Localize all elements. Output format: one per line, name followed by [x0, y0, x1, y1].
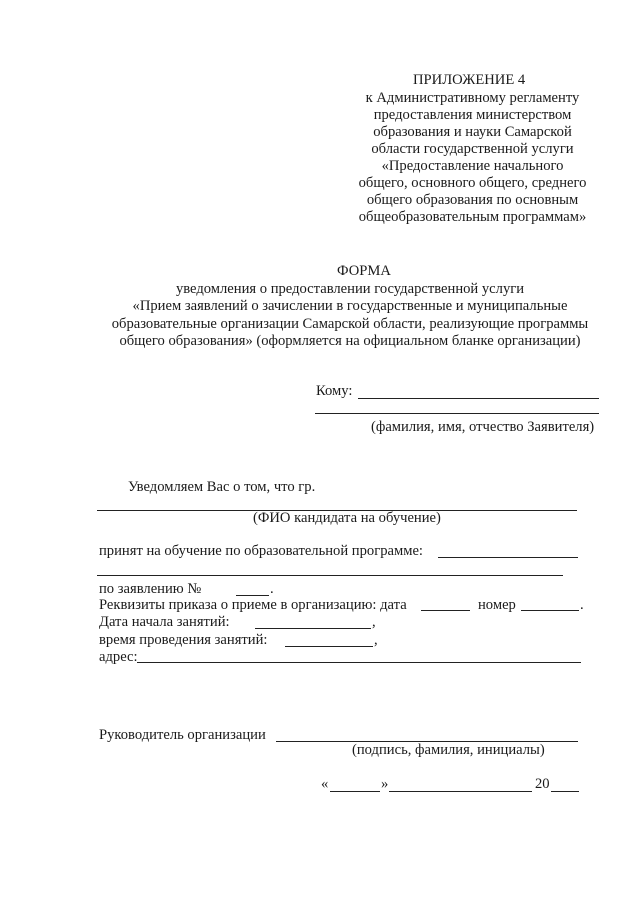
appendix-line: предоставления министерством	[373, 107, 572, 123]
accepted-label: принят на обучение по образовательной программе:	[99, 543, 423, 559]
application-no-label: по заявлению №	[99, 581, 202, 597]
order-suffix: .	[580, 597, 584, 613]
date-year-prefix: 20	[535, 776, 550, 792]
recipient-field-line-1[interactable]	[358, 398, 599, 399]
appendix-line: общего, основного общего, среднего	[358, 175, 587, 191]
class-time-label: время проведения занятий:	[99, 632, 268, 648]
candidate-caption: (ФИО кандидата на обучение)	[253, 510, 441, 526]
order-date-field[interactable]	[421, 610, 470, 611]
class-time-suffix: ,	[374, 632, 378, 648]
address-field[interactable]	[137, 662, 581, 663]
appendix-line: «Предоставление начального	[381, 158, 564, 174]
appendix-line: общего образования по основным	[366, 192, 579, 208]
date-quote-open: «	[321, 776, 329, 792]
start-date-label: Дата начала занятий:	[99, 614, 230, 630]
appendix-line: области государственной услуги	[371, 141, 574, 157]
notify-text: Уведомляем Вас о том, что гр.	[128, 479, 316, 495]
appendix-title: ПРИЛОЖЕНИЕ 4	[413, 72, 526, 88]
program-field-line-2[interactable]	[97, 575, 563, 576]
date-month-field[interactable]	[389, 791, 532, 792]
order-number-label: номер	[478, 597, 516, 613]
start-date-field[interactable]	[255, 628, 371, 629]
address-label: адрес:	[99, 649, 138, 665]
form-subtitle-line: общего образования» (оформляется на официальном бланке организации)	[119, 333, 581, 349]
order-number-field[interactable]	[521, 610, 579, 611]
date-quote-close: »	[381, 776, 389, 792]
application-no-suffix: .	[270, 581, 274, 597]
start-date-suffix: ,	[372, 614, 376, 630]
recipient-label: Кому:	[316, 383, 353, 399]
form-subtitle-line: уведомления о предоставлении государственной услуги	[175, 281, 525, 297]
order-label: Реквизиты приказа о приеме в организацию: дата	[99, 597, 407, 613]
program-field-line-1[interactable]	[438, 557, 578, 558]
head-label: Руководитель организации	[99, 727, 266, 743]
form-subtitle-line: образовательные организации Самарской области, реализующие программы	[111, 316, 589, 332]
date-year-field[interactable]	[551, 791, 579, 792]
form-title: ФОРМА	[337, 263, 391, 279]
recipient-caption: (фамилия, имя, отчество Заявителя)	[371, 419, 595, 435]
appendix-line: общеобразовательным программам»	[358, 209, 587, 225]
appendix-line: к Административному регламенту	[365, 90, 580, 106]
application-no-field[interactable]	[236, 595, 269, 596]
recipient-field-line-2[interactable]	[315, 413, 599, 414]
signature-caption: (подпись, фамилия, инициалы)	[352, 742, 545, 758]
date-day-field[interactable]	[330, 791, 380, 792]
form-subtitle-line: «Прием заявлений о зачислении в государственные и муниципальные	[132, 298, 568, 314]
class-time-field[interactable]	[285, 646, 373, 647]
appendix-line: образования и науки Самарской	[373, 124, 572, 140]
